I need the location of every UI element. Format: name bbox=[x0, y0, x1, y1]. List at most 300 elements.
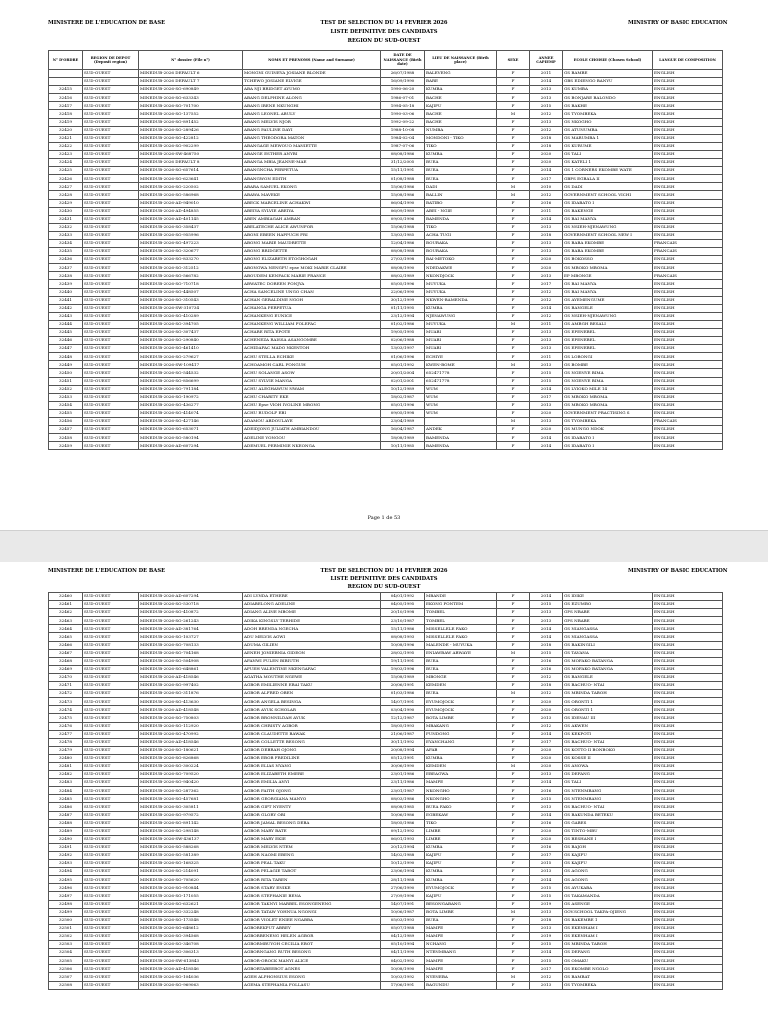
table-cell: F bbox=[497, 593, 530, 601]
table-cell: TOMBEL bbox=[425, 617, 497, 625]
table-cell: 2020 bbox=[530, 754, 563, 762]
table-cell: SUD-OUEST bbox=[83, 835, 139, 843]
table-cell: 10/11/1985 bbox=[381, 442, 425, 450]
table-cell: GS KATELI 1 bbox=[563, 159, 653, 167]
table-cell: MINEDUB-2026-SO-705620 bbox=[139, 876, 243, 884]
table-cell: F bbox=[497, 843, 530, 851]
table-cell: 18/05/1993 bbox=[381, 722, 425, 730]
table-cell: 32484 bbox=[49, 787, 83, 795]
table-cell: F bbox=[497, 860, 530, 868]
table-cell: 32427 bbox=[49, 183, 83, 191]
table-cell: 32463 bbox=[49, 617, 83, 625]
table-cell: 08/08/1990 bbox=[381, 264, 425, 272]
table-cell: SUD-OUEST bbox=[83, 949, 139, 957]
table-cell: SUD-OUEST bbox=[83, 932, 139, 940]
table-cell: AGBOR MELVIS NTEM bbox=[243, 843, 381, 851]
table-cell: ENGLISH bbox=[653, 949, 723, 957]
table-cell: MINEDUB-2026-SO-940420 bbox=[139, 779, 243, 787]
table-cell: GS GABES bbox=[563, 819, 653, 827]
table-cell: AFAB bbox=[425, 746, 497, 754]
table-row bbox=[49, 361, 723, 369]
table-cell: SUD-OUEST bbox=[83, 819, 139, 827]
table-cell: 2013 bbox=[530, 803, 563, 811]
table-cell: 2013 bbox=[530, 272, 563, 280]
table-cell: 32448 bbox=[49, 353, 83, 361]
table-cell: MINEDUB-2026-SW-436137 bbox=[139, 835, 243, 843]
region-title: REGION DU SUD-OUEST bbox=[347, 38, 421, 44]
table-cell: 32416 bbox=[49, 94, 83, 102]
table-cell: 15/11/1991 bbox=[381, 167, 425, 175]
table-cell: BUEA bbox=[425, 690, 497, 698]
table-row bbox=[49, 949, 723, 957]
table-cell: SUD-OUEST bbox=[83, 868, 139, 876]
column-header: LANGUE DE COMPOSITION bbox=[653, 51, 723, 70]
table-cell: F bbox=[497, 377, 530, 385]
table-cell: MONGNI GUINEYA JOSIANE BLONDE bbox=[243, 70, 381, 78]
table-cell: MINEDUB-2026-SO-310543 bbox=[139, 296, 243, 304]
table-cell: AGBORTABEEBOT AGNES bbox=[243, 965, 381, 973]
table-cell: MINEDUB-2026-AD-494855 bbox=[139, 207, 243, 215]
table-cell: SUD-OUEST bbox=[83, 377, 139, 385]
table-cell: F bbox=[497, 714, 530, 722]
table-cell: AGBOR FAITH OJONG bbox=[243, 787, 381, 795]
table-cell: 2017 bbox=[530, 280, 563, 288]
table-cell: GS NIANGASSA bbox=[563, 625, 653, 633]
table-cell: F bbox=[497, 175, 530, 183]
table-cell: ABONI EBEEN HAPPUCH FRI bbox=[243, 231, 381, 239]
table-cell: 2013 bbox=[530, 337, 563, 345]
candidates-table bbox=[48, 592, 723, 990]
table-cell: 20/01/2004 bbox=[381, 369, 425, 377]
table-cell: SUD-OUEST bbox=[83, 673, 139, 681]
table-cell: ENGLISH bbox=[653, 633, 723, 641]
table-cell: ENGLISH bbox=[653, 714, 723, 722]
table-cell: ENGLISH bbox=[653, 70, 723, 78]
table-cell: ENGLISH bbox=[653, 288, 723, 296]
table-cell: 32507 bbox=[49, 973, 83, 981]
table-cell: GS NKOGHO bbox=[563, 118, 653, 126]
table-cell: M bbox=[497, 908, 530, 916]
table-cell: ABWATEC DOREEN FONJYA bbox=[243, 280, 381, 288]
table-row bbox=[49, 304, 723, 312]
table-row bbox=[49, 215, 723, 223]
table-cell: ABEIYA SYLVIE ABEIYA bbox=[243, 207, 381, 215]
table-cell: GS BACHUO- NTAI bbox=[563, 738, 653, 746]
page-number: Page 1 de 53 bbox=[367, 515, 401, 521]
table-cell: 04/12/1989 bbox=[381, 932, 425, 940]
table-cell: 2015 bbox=[530, 941, 563, 949]
table-cell: 32444 bbox=[49, 320, 83, 328]
table-cell: 19/11/1991 bbox=[381, 657, 425, 665]
table-cell: MINEDUB-2026-SO-580194 bbox=[139, 434, 243, 442]
document-title: TEST DE SELECTION DU 14 FEVRIER 2026 bbox=[320, 20, 448, 26]
table-cell: BOURAKA bbox=[425, 248, 497, 256]
table-cell: SUD-OUEST bbox=[83, 803, 139, 811]
table-cell: ABARA SAMUEL EKONG bbox=[243, 183, 381, 191]
table-cell: ENGLISH bbox=[653, 159, 723, 167]
table-cell: 32425 bbox=[49, 167, 83, 175]
table-cell: WUM bbox=[425, 393, 497, 401]
table-cell: ACHU CHARITY EKE bbox=[243, 393, 381, 401]
table-row bbox=[49, 876, 723, 884]
table-cell: 2013 bbox=[530, 401, 563, 409]
column-header: SEXE bbox=[497, 51, 530, 70]
table-cell: 17/06/1991 bbox=[381, 981, 425, 989]
table-cell: F bbox=[497, 876, 530, 884]
table-cell: 32430 bbox=[49, 207, 83, 215]
table-cell: ADUMA GILIEN bbox=[243, 641, 381, 649]
table-cell: 2018 bbox=[530, 231, 563, 239]
table-cell: 2014 bbox=[530, 385, 563, 393]
table-cell: MINEDUB-2026-SO-457681 bbox=[139, 795, 243, 803]
column-header: N° dossier (File n°) bbox=[139, 51, 243, 70]
table-cell: ABAWA MAVEKE bbox=[243, 191, 381, 199]
table-row bbox=[49, 312, 723, 320]
table-cell: AGBOR RITA TAREN bbox=[243, 876, 381, 884]
table-cell: 31/12/2005 bbox=[381, 159, 425, 167]
table-cell: F bbox=[497, 641, 530, 649]
table-cell: GS BAJOH bbox=[563, 843, 653, 851]
table-cell: ENGLISH bbox=[653, 215, 723, 223]
table-cell: GS AYEMENGUME bbox=[563, 296, 653, 304]
table-cell: M bbox=[497, 973, 530, 981]
table-cell: MAMFE bbox=[425, 924, 497, 932]
table-cell: ENGLISH bbox=[653, 908, 723, 916]
table-cell: F bbox=[497, 706, 530, 714]
table-cell: AGBOR ELIZABETH EMERE bbox=[243, 771, 381, 779]
table-row bbox=[49, 730, 723, 738]
table-cell: GPS NBABE bbox=[563, 617, 653, 625]
table-cell: 04/11/1990 bbox=[381, 949, 425, 957]
table-cell: SUD-OUEST bbox=[83, 239, 139, 247]
table-cell: NDEDAKWE bbox=[425, 264, 497, 272]
table-row bbox=[49, 126, 723, 134]
table-cell: MINEDUB-2026-SO-891452 bbox=[139, 118, 243, 126]
table-cell: SUD-OUEST bbox=[83, 965, 139, 973]
table-cell: SUD-OUEST bbox=[83, 633, 139, 641]
table-cell: SUD-OUEST bbox=[83, 288, 139, 296]
table-cell: KAJIFU bbox=[425, 860, 497, 868]
table-cell: 2011 bbox=[530, 70, 563, 78]
table-cell: GS BAI MANYA bbox=[563, 288, 653, 296]
table-cell: MAMFE bbox=[425, 779, 497, 787]
table-row bbox=[49, 296, 723, 304]
table-cell: 32450 bbox=[49, 369, 83, 377]
table-cell: NKONGHO bbox=[425, 795, 497, 803]
table-cell: MINEDUB-2026 DEFAULT 8 bbox=[139, 159, 243, 167]
table-cell: 2018 bbox=[530, 641, 563, 649]
table-cell: F bbox=[497, 207, 530, 215]
table-cell: 2013 bbox=[530, 418, 563, 426]
table-cell: GS BABA EKOMBE bbox=[563, 239, 653, 247]
table-cell: 2015 bbox=[530, 892, 563, 900]
table-cell: 2014 bbox=[530, 78, 563, 86]
table-cell: 08/08/1988 bbox=[381, 248, 425, 256]
table-cell: ABANGWON EDITH bbox=[243, 175, 381, 183]
table-cell: ENGLISH bbox=[653, 819, 723, 827]
table-cell: GS NSIEH-NJENAWUNG bbox=[563, 312, 653, 320]
table-cell: ACHU RUDOLF EBI bbox=[243, 409, 381, 417]
table-cell: ACHU SOLANGE ASOW bbox=[243, 369, 381, 377]
table-cell: F bbox=[497, 369, 530, 377]
table-row bbox=[49, 288, 723, 296]
table-cell: MINEDUB-2026-AD-607294 bbox=[139, 442, 243, 450]
table-cell: F bbox=[497, 94, 530, 102]
table-cell: F bbox=[497, 957, 530, 965]
table-cell: ACHU Epse VIOH IVOLINE MBONG bbox=[243, 401, 381, 409]
table-cell: AGBORMBUYOH CECILIA EBOT bbox=[243, 941, 381, 949]
table-cell: NUMBA bbox=[425, 126, 497, 134]
table-cell: F bbox=[497, 779, 530, 787]
table-cell: MINEDUB-2026 DEFAULT 7 bbox=[139, 78, 243, 86]
column-header: DATE DE NAISSANCE (Birth date) bbox=[381, 51, 425, 70]
table-cell: MINEDUB-2026-AD-607294 bbox=[139, 593, 243, 601]
table-cell: F bbox=[497, 852, 530, 860]
table-cell: MINEDUB-2026-SW-468750 bbox=[139, 150, 243, 158]
table-cell: ABANG THEODORA MATON bbox=[243, 134, 381, 142]
table-cell: BUEA bbox=[425, 175, 497, 183]
table-cell: KUMBA bbox=[425, 304, 497, 312]
table-cell: MINEDUB-2026-SO-504908 bbox=[139, 657, 243, 665]
table-cell: ENGLISH bbox=[653, 868, 723, 876]
table-cell: MINEDUB-2026-SO-648612 bbox=[139, 924, 243, 932]
table-cell: 32466 bbox=[49, 641, 83, 649]
table-row bbox=[49, 932, 723, 940]
table-cell: AGBOR-OROCK MANYI ALICE bbox=[243, 957, 381, 965]
table-cell: ENGLISH bbox=[653, 779, 723, 787]
table-row bbox=[49, 698, 723, 706]
table-cell: MUYUKA bbox=[425, 320, 497, 328]
table-cell: ENGLISH bbox=[653, 94, 723, 102]
table-cell: MINEDUB-2026-SO-103727 bbox=[139, 633, 243, 641]
table-cell: 32503 bbox=[49, 941, 83, 949]
table-cell: 1988-10-08 bbox=[381, 126, 425, 134]
table-cell: ENGLISH bbox=[653, 377, 723, 385]
table-cell: 23/11/1986 bbox=[381, 779, 425, 787]
table-cell: ADIABELONG ADELINE bbox=[243, 601, 381, 609]
table-cell: 08/08/1986 bbox=[381, 150, 425, 158]
table-cell: F bbox=[497, 70, 530, 78]
table-cell: 32439 bbox=[49, 280, 83, 288]
table-cell: MUABI bbox=[425, 329, 497, 337]
table-cell: ENGLISH bbox=[653, 876, 723, 884]
table-cell: 06/09/1989 bbox=[381, 207, 425, 215]
table-cell: ENGLISH bbox=[653, 916, 723, 924]
table-cell: MINEDUB-2026-SO-261243 bbox=[139, 617, 243, 625]
table-cell: F bbox=[497, 231, 530, 239]
table-cell: SUD-OUEST bbox=[83, 714, 139, 722]
table-cell: F bbox=[497, 329, 530, 337]
table-cell: SUD-OUEST bbox=[83, 272, 139, 280]
table-cell: ANDEK bbox=[425, 426, 497, 434]
table-cell: 20/08/1994 bbox=[381, 746, 425, 754]
table-cell: F bbox=[497, 150, 530, 158]
table-cell: F bbox=[497, 787, 530, 795]
table-cell: ADI LYNDA ETHERE bbox=[243, 593, 381, 601]
table-row bbox=[49, 345, 723, 353]
table-cell: GS BAKENGE bbox=[563, 207, 653, 215]
table-cell: ENGLISH bbox=[653, 762, 723, 770]
table-cell: ENGLISH bbox=[653, 593, 723, 601]
table-cell: F bbox=[497, 134, 530, 142]
table-cell: GS EKENHAM I bbox=[563, 932, 653, 940]
table-cell: ENGLISH bbox=[653, 649, 723, 657]
table-row bbox=[49, 981, 723, 989]
table-cell: BAMENDA bbox=[425, 434, 497, 442]
table-cell: MINEDUB-2026-AD-418546 bbox=[139, 738, 243, 746]
table-cell: ENGLISH bbox=[653, 641, 723, 649]
table-cell: GS KURUME bbox=[563, 142, 653, 150]
table-cell: AGBOR MARY EKIE bbox=[243, 835, 381, 843]
table-cell: AGBOR JAMAL BESONG DEBA bbox=[243, 819, 381, 827]
table-cell: GS ORONTI 1 bbox=[563, 706, 653, 714]
table-cell: M bbox=[497, 110, 530, 118]
table-cell: F bbox=[497, 795, 530, 803]
table-cell: GS TYOMBEKA bbox=[563, 981, 653, 989]
table-cell: AGBOR EBOB FREDILINE bbox=[243, 754, 381, 762]
table-cell: SUD-OUEST bbox=[83, 215, 139, 223]
table-cell: 2016 bbox=[530, 657, 563, 665]
table-cell: 32422 bbox=[49, 142, 83, 150]
table-cell: F bbox=[497, 353, 530, 361]
table-cell: SUD-OUEST bbox=[83, 426, 139, 434]
table-row bbox=[49, 787, 723, 795]
table-cell: SUD-OUEST bbox=[83, 941, 139, 949]
table-cell: F bbox=[497, 900, 530, 908]
table-cell: NCHANG bbox=[425, 941, 497, 949]
table-cell: SUD-OUEST bbox=[83, 908, 139, 916]
table-cell: 32449 bbox=[49, 361, 83, 369]
table-cell: GS BAI MANYA bbox=[563, 280, 653, 288]
table-row bbox=[49, 690, 723, 698]
table-cell: SUD-OUEST bbox=[83, 754, 139, 762]
table-cell: F bbox=[497, 803, 530, 811]
table-cell: F bbox=[497, 409, 530, 417]
table-cell: EYUMOJOCK bbox=[425, 884, 497, 892]
table-cell: 23/04/1989 bbox=[381, 418, 425, 426]
table-cell: 2013 bbox=[530, 223, 563, 231]
table-cell: 32494 bbox=[49, 868, 83, 876]
table-cell: 23/01/1987 bbox=[381, 787, 425, 795]
table-cell: ABONG ELIZABETH ETOGHOGAH bbox=[243, 256, 381, 264]
table-cell: ACHA TUGI bbox=[425, 231, 497, 239]
table-cell: GBS EDIENGO BANYU bbox=[563, 78, 653, 86]
table-cell: F bbox=[497, 673, 530, 681]
table-cell: 32477 bbox=[49, 730, 83, 738]
table-cell: ENGLISH bbox=[653, 312, 723, 320]
table-cell: F bbox=[497, 633, 530, 641]
table-cell: MUABI bbox=[425, 345, 497, 353]
table-cell: ENGLISH bbox=[653, 280, 723, 288]
table-cell: 32435 bbox=[49, 248, 83, 256]
table-cell: 32441 bbox=[49, 296, 83, 304]
table-cell: F bbox=[497, 102, 530, 110]
table-cell: F bbox=[497, 78, 530, 86]
table-cell: MINEDUB-2026-SO-856699 bbox=[139, 377, 243, 385]
table-cell: AGBOR CLAUDETTE BAWAK bbox=[243, 730, 381, 738]
table-cell: 2020 bbox=[530, 762, 563, 770]
table-cell: ENGLISH bbox=[653, 183, 723, 191]
table-cell: 2012 bbox=[530, 296, 563, 304]
table-row bbox=[49, 957, 723, 965]
table-cell: NYENEBA bbox=[425, 973, 497, 981]
table-cell: ENGLISH bbox=[653, 609, 723, 617]
table-cell: F bbox=[497, 167, 530, 175]
table-row bbox=[49, 239, 723, 247]
table-cell: FRANCAIS bbox=[653, 418, 723, 426]
table-cell: F bbox=[497, 617, 530, 625]
table-cell: SUD-OUEST bbox=[83, 337, 139, 345]
table-cell: 2020 bbox=[530, 409, 563, 417]
table-row bbox=[49, 843, 723, 851]
table-cell: M bbox=[497, 690, 530, 698]
table-cell: KEMDEN bbox=[425, 762, 497, 770]
table-cell: 2020 bbox=[530, 706, 563, 714]
table-cell: ACHU ALEGHAWUN NWAM bbox=[243, 385, 381, 393]
table-cell: NTENMBANG bbox=[425, 949, 497, 957]
table-cell: EYUMOJOCK bbox=[425, 698, 497, 706]
table-cell: GS DEFANG bbox=[563, 949, 653, 957]
table-cell: 32493 bbox=[49, 860, 83, 868]
table-cell: KUMBA bbox=[425, 868, 497, 876]
table-cell: 32438 bbox=[49, 272, 83, 280]
table-cell: MBONGE bbox=[425, 673, 497, 681]
table-cell: SUD-OUEST bbox=[83, 401, 139, 409]
table-cell: MUYUKA bbox=[425, 280, 497, 288]
table-cell: 12/04/1986 bbox=[381, 239, 425, 247]
table-row bbox=[49, 649, 723, 657]
table-cell: ABELATECHE ALICE AWUNFOR bbox=[243, 223, 381, 231]
table-cell: SUD-OUEST bbox=[83, 916, 139, 924]
table-cell: SUD-OUEST bbox=[83, 248, 139, 256]
table-cell: ABOUDEM KENFACK MARIE FRANCE bbox=[243, 272, 381, 280]
table-cell: F bbox=[497, 916, 530, 924]
table-cell: 2015 bbox=[530, 649, 563, 657]
table-cell: 2013 bbox=[530, 771, 563, 779]
table-row bbox=[49, 593, 723, 601]
table-cell: SUD-OUEST bbox=[83, 296, 139, 304]
table-cell: SUD-OUEST bbox=[83, 393, 139, 401]
table-cell: GS TAKAMANDA bbox=[563, 892, 653, 900]
table-cell: ENGLISH bbox=[653, 434, 723, 442]
table-cell: F bbox=[497, 924, 530, 932]
table-cell: 32455 bbox=[49, 409, 83, 417]
table-cell: 32508 bbox=[49, 981, 83, 989]
table-cell: BESONGABANG bbox=[425, 900, 497, 908]
table-cell: AGBOR MARY BATE bbox=[243, 827, 381, 835]
table-cell: ENGLISH bbox=[653, 746, 723, 754]
table-cell: ABA NJI BRIDGET AYUMO bbox=[243, 86, 381, 94]
table-row bbox=[49, 353, 723, 361]
table-cell: BUEA bbox=[425, 159, 497, 167]
table-cell: 04/01/1992 bbox=[381, 593, 425, 601]
table-cell: GS MUNGO NDOK bbox=[563, 426, 653, 434]
table-cell: 2013 bbox=[530, 118, 563, 126]
table-cell: GS EPENEBEL bbox=[563, 329, 653, 337]
column-header: N° D'ORDRE bbox=[49, 51, 83, 70]
table-row bbox=[49, 418, 723, 426]
document-title: TEST DE SELECTION DU 14 FEVRIER 2026 bbox=[320, 568, 448, 574]
table-cell: 2012 bbox=[530, 126, 563, 134]
table-row bbox=[49, 941, 723, 949]
table-cell: SUD-OUEST bbox=[83, 884, 139, 892]
table-cell: F bbox=[497, 296, 530, 304]
table-cell: MISSELLELE FAKO bbox=[425, 625, 497, 633]
table-cell: 2016 bbox=[530, 665, 563, 673]
table-cell: 32460 bbox=[49, 593, 83, 601]
table-cell: SUD-OUEST bbox=[83, 900, 139, 908]
table-cell: MINEDUB-2026-SO-305811 bbox=[139, 803, 243, 811]
